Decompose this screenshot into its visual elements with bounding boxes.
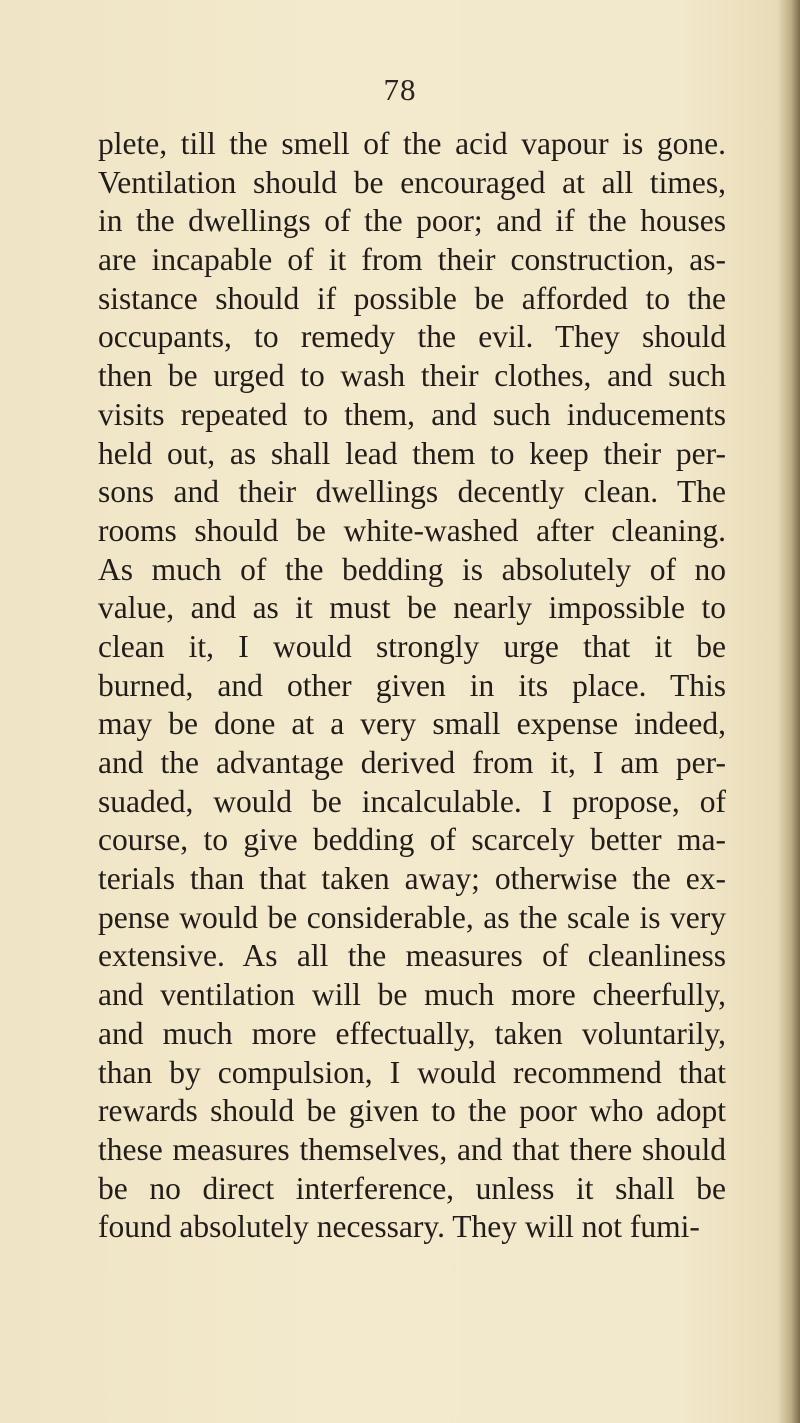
text-line: rooms should be white-washed after cleaning. <box>98 512 726 548</box>
text-line: in the dwellings of the poor; and if the houses <box>98 203 726 239</box>
body-text <box>98 125 726 1247</box>
text-line: be no direct interference, unless it shall be <box>98 1170 726 1206</box>
text-line: terials than that taken away; otherwise the ex- <box>98 861 726 897</box>
text-line: may be done at a very small expense indeed, <box>98 706 726 742</box>
text-line: burned, and other given in its place. This <box>98 667 726 703</box>
text-line: rewards should be given to the poor who adopt <box>98 1093 726 1129</box>
text-line: course, to give bedding of scarcely better ma- <box>98 822 726 858</box>
text-line: and much more effectually, taken voluntarily, <box>98 1015 726 1051</box>
text-line: then be urged to wash their clothes, and such <box>98 358 726 394</box>
text-line: occupants, to remedy the evil. They should <box>98 319 726 355</box>
text-line: plete, till the smell of the acid vapour is gone. <box>98 126 726 161</box>
text-line: sons and their dwellings decently clean. The <box>98 474 726 510</box>
text-line: are incapable of it from their construction, as- <box>98 242 726 278</box>
text-line: Ventilation should be encouraged at all times, <box>98 164 726 200</box>
text-line: held out, as shall lead them to keep their per- <box>98 435 726 471</box>
text-line: pense would be considerable, as the scale is very <box>98 899 726 935</box>
text-line: suaded, would be incalculable. I propose, of <box>98 783 726 819</box>
text-line: these measures themselves, and that there should <box>98 1131 726 1167</box>
text-line: found absolutely necessary. They will not fumi- <box>98 1209 700 1245</box>
page-edge-shadow <box>778 0 800 1423</box>
text-line: extensive. As all the measures of cleanliness <box>98 938 726 974</box>
text-line: clean it, I would strongly urge that it be <box>98 628 726 664</box>
text-line: visits repeated to them, and such inducements <box>98 396 726 432</box>
page-number: 78 <box>383 72 417 107</box>
text-line: and ventilation will be much more cheerfully, <box>98 977 726 1013</box>
text-line: As much of the bedding is absolutely of no <box>98 551 726 587</box>
text-line: value, and as it must be nearly impossible to <box>98 590 726 626</box>
text-line: sistance should if possible be afforded to the <box>98 280 726 316</box>
text-line: than by compulsion, I would recommend that <box>98 1054 726 1090</box>
text-line: and the advantage derived from it, I am per- <box>98 745 726 780</box>
